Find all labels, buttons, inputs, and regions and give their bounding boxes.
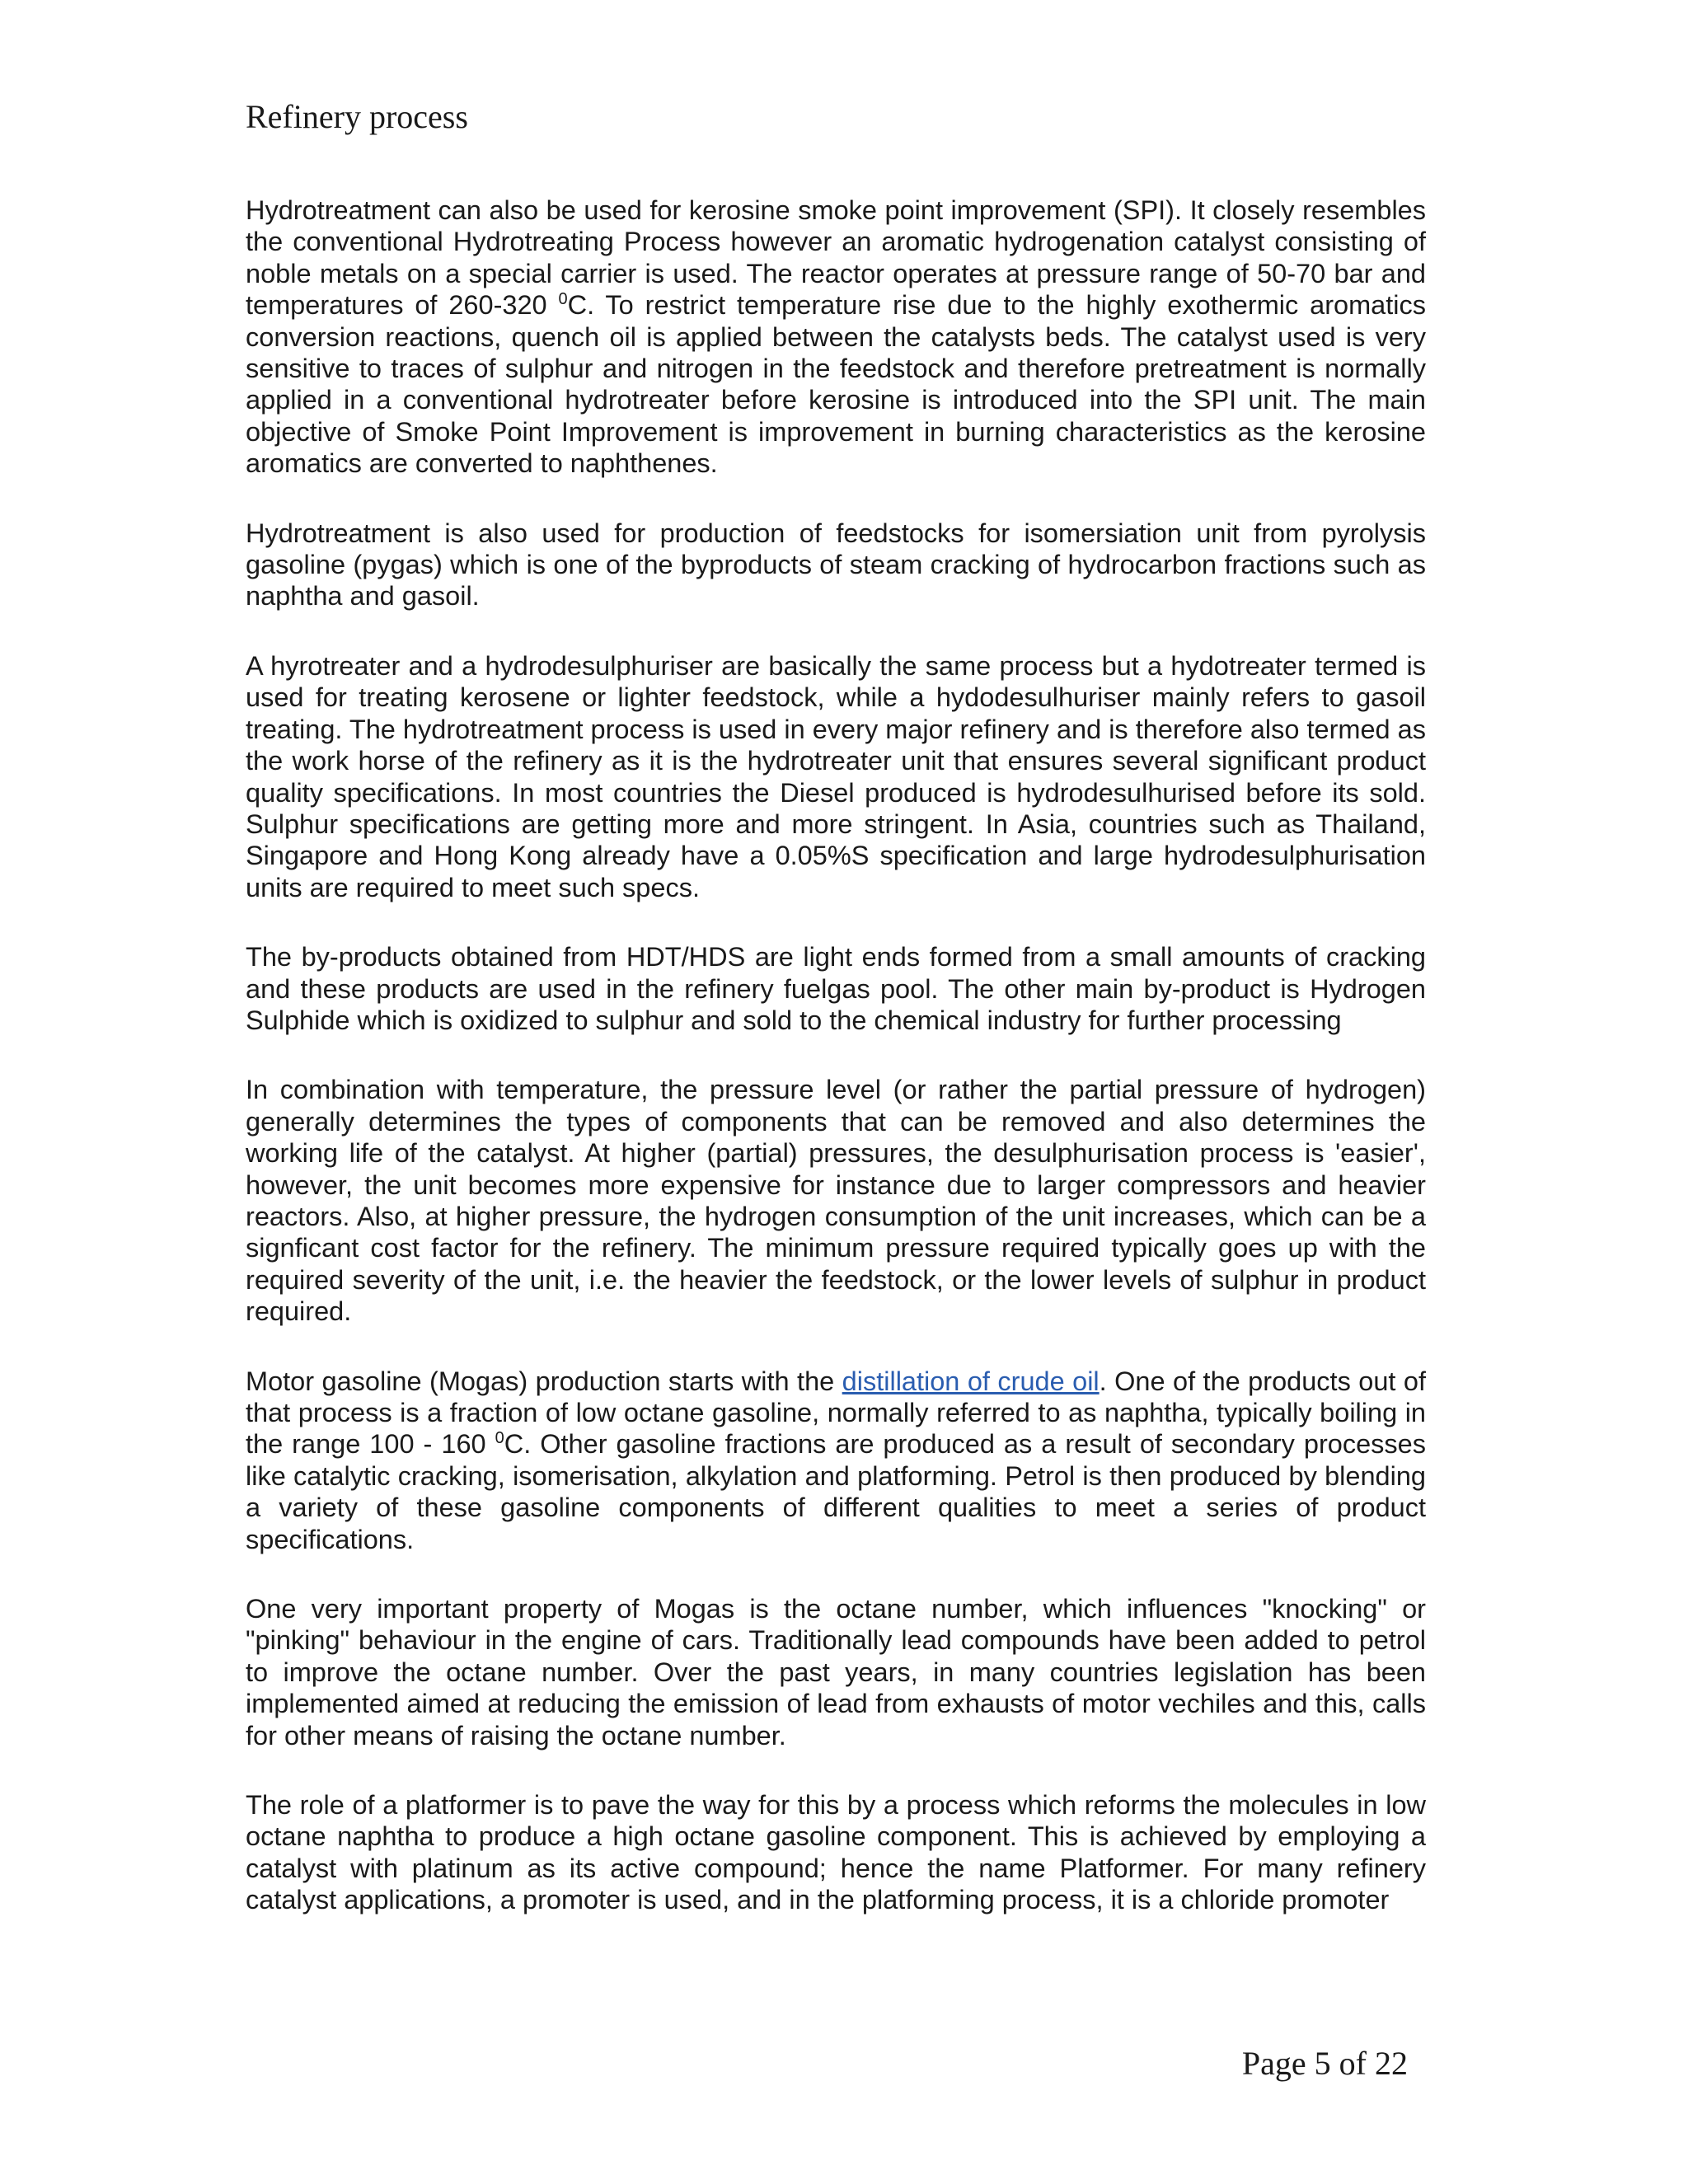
paragraph-text: Motor gasoline (Mogas) production starts with the <box>246 1366 842 1396</box>
superscript: 0 <box>558 290 568 309</box>
document-body <box>246 194 1426 1954</box>
paragraph-text: C. Other gasoline fractions are produced as a result of secondary processes like catalytic cracking, isomerisation, alkylation and platforming. Petrol is then produced by blending a variety of these gasoline components of different qualities to meet a series of product specifications. <box>246 1429 1426 1554</box>
paragraph-hydrotreater: A hyrotreater and a hydrodesulphuriser are basically the same process but a hydotreater termed is used for treating kerosene or lighter feedstock, while a hydodesulhuriser mainly refers to gasoil treating. The hydrotreatment process is used in every major refinery and is therefore also termed as the work horse of the refinery as it is the hydrotreater unit that ensures several significant product quality specifications. In most countries the Diesel produced is hydrodesulhurised before its sold. Sulphur specifications are getting more and more stringent. In Asia, countries such as Thailand, Singapore and Hong Kong already have a 0.05%S specification and large hydrodesulphurisation units are required to meet such specs. <box>246 650 1426 902</box>
paragraph-byproducts: The by-products obtained from HDT/HDS are light ends formed from a small amounts of cracking and these products are used in the refinery fuelgas pool. The other main by-product is Hydrogen Sulphide which is oxidized to sulphur and sold to the chemical industry for further processing <box>246 942 1426 1035</box>
paragraph-octane: One very important property of Mogas is the octane number, which influences "knocking" or "pinking" behaviour in the engine of cars. Traditionally lead compounds have been added to petrol to improve the octane number. Over the past years, in many countries legislation has been implemented aimed at reducing the emission of lead from exhausts of motor vechiles and this, calls for other means of raising the octane number. <box>246 1594 1426 1750</box>
paragraph-pygas: Hydrotreatment is also used for production of feedstocks for isomersiation unit from pyrolysis gasoline (pygas) which is one of the byproducts of steam cracking of hydrocarbon fractions such as naphtha and gasoil. <box>246 518 1426 612</box>
superscript: 0 <box>495 1429 504 1448</box>
paragraph-text: C. To restrict temperature rise due to the highly exothermic aromatics conversion reactions, quench oil is applied between the catalysts beds. The catalyst used is very sensitive to traces of sulphur and nitrogen in the feedstock and therefore pretreatment is normally applied in a conventional hydrotreater before kerosine is introduced into the SPI unit. The main objective of Smoke Point Improvement is improvement in burning characteristics as the kerosine aromatics are converted to naphthenes. <box>246 290 1426 479</box>
page-header: Refinery process <box>246 98 468 135</box>
paragraph-text: Hydrotreatment can also be used for kerosine smoke point improvement (SPI). It closely resembles the conventional Hydrotreating Process however an aromatic hydrogenation catalyst consisting of noble metals on a special carrier is used. The reactor operates at pressure range of 50-70 bar and temperatures of 260-320 <box>246 195 1426 321</box>
paragraph-spi <box>246 194 1426 480</box>
paragraph-pressure: In combination with temperature, the pressure level (or rather the partial pressure of hydrogen) generally determines the types of components that can be removed and also determines the working life of the catalyst. At higher (partial) pressures, the desulphurisation process is 'easier', however, the unit becomes more expensive for instance due to larger compressors and heavier reactors. Also, at higher pressure, the hydrogen consumption of the unit increases, which can be a signficant cost factor for the refinery. The minimum pressure required typically goes up with the required severity of the unit, i.e. the heavier the feedstock, or the lower levels of sulphur in product required. <box>246 1075 1426 1327</box>
distillation-link[interactable]: distillation of crude oil <box>842 1366 1100 1396</box>
paragraph-text: . One of the products out of that process is a fraction of low octane gasoline, normally referred to as naphtha, typically boiling in the range 100 - 160 <box>246 1366 1426 1460</box>
paragraph-platformer: The role of a platformer is to pave the way for this by a process which reforms the molecules in low octane naphtha to produce a high octane gasoline component. This is achieved by employing a catalyst with platinum as its active compound; hence the name Platformer. For many refinery catalyst applications, a promoter is used, and in the platforming process, it is a chloride promoter <box>246 1790 1426 1915</box>
page-footer: Page 5 of 22 <box>1241 2045 1408 2082</box>
paragraph-mogas <box>246 1366 1426 1555</box>
